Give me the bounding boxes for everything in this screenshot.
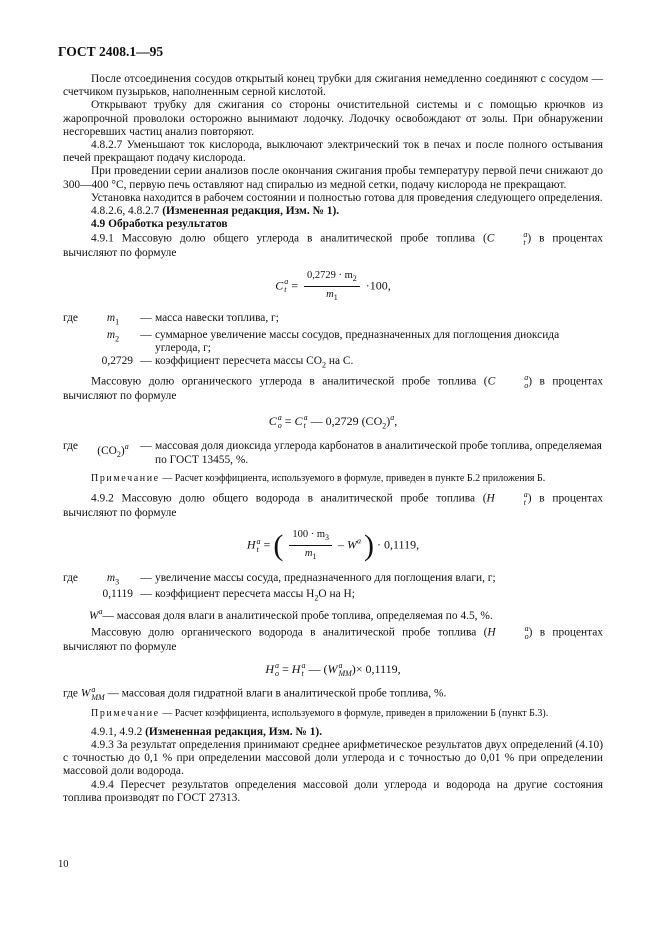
page-number: 10	[58, 859, 69, 870]
definition-text: массовая доля диоксида углерода карбонатов в аналитической пробе топлива, определяемая по ГОСТ 13455, %.	[155, 440, 602, 466]
definition-text: увеличение массы сосуда, предназначенного для поглощения влаги, г;	[155, 571, 496, 584]
definition-text: коэффициент пересчета массы $CO_2$ на С.	[155, 355, 354, 370]
paragraph: Массовую долю органического водорода в аналитической пробе топлива (H a o ) в процентах вычисляют по формуле	[63, 623, 604, 653]
paragraph: 4.9.2 Массовую долю общего водорода в аналитической пробе топлива (H a t ) в процентах вычисляют по формуле	[63, 489, 603, 519]
fraction: $\frac{100 \cdot m_3}{m_1}$	[289, 528, 332, 564]
amendment-note: 4.9.1, 4.9.2 (Измененная редакция, Изм. № 1).	[91, 725, 323, 738]
section-title: 4.9 Обработка результатов	[91, 218, 228, 231]
definitions-list: где $(CO_2)^a$ — массовая доля диоксида углерода карбонатов в аналитической пробе топлива, определяемая по ГОСТ 13455, %.	[63, 440, 602, 466]
paragraph: Массовую долю органического углерода в аналитической пробе топлива (C a o ) в процентах вычисляют по формуле	[63, 372, 604, 402]
paragraph: При проведении серии анализов после окончания сжигания пробы температуру первой печи снижают до 300—400 °С, первую печь оставляют над спиралью из медной сетки, подачу кислорода не прекращают.	[63, 165, 603, 191]
paragraph: 4.9.4 Пересчет результатов определения массовой доли углерода и водорода на другие состояния топлива производят по ГОСТ 27313.	[63, 778, 603, 804]
amendment-note	[63, 205, 603, 218]
paragraph: 4.9.1 Массовую долю общего углерода в аналитической пробе топлива (C a t ) в процентах вычисляют по формуле	[63, 230, 604, 260]
formula-organic-carbon: C a o = C a t — 0,2729 $(CO_2)^a$,	[268, 412, 398, 431]
note: Примечание — Расчет коэффициента, используемого в формуле, приведен в приложении Б (пункт Б.3).	[91, 707, 549, 719]
definitions-list: где $m_3$ — увеличение массы сосуда, предназначенного для поглощения влаги, г; 0,1119 — коэффициент пересчета массы $H_2O$ на H; $W^a—$ массовая доля влаги в аналитической пробе топлива, определяемая по 4.5, %.	[63, 571, 496, 622]
paragraph: 4.9.3 За результат определения принимают среднее арифметическое результатов двух определений (4.10) с точностью до 0,1 % при определении массовой доли углерода и с точностью до 0,01 % при определении массовой доли водорода.	[63, 738, 603, 778]
document-header: ГОСТ 2408.1—95	[58, 44, 164, 59]
clause-ref: 4.8.2.6, 4.8.2.7	[91, 205, 160, 218]
formula-organic-hydrogen: H a o = H a t — (W a MM )× 0,1119,	[265, 660, 401, 678]
paragraph: Открывают трубку для сжигания со стороны очистительной системы и с помощью крючков из жаропрочной проволоки осторожно вынимают лодочку. Лодочку освобождают от золы. При обнаружении несгоревших частиц анализ повторяют.	[63, 99, 603, 138]
formula-total-carbon: C a t = $\frac{0,2729 \cdot m_2}{m_1}$ ·100,	[63, 269, 603, 305]
definition-text: коэффициент пересчета массы $H_2O$ на H;	[155, 588, 355, 603]
paragraph: Установка находится в рабочем состоянии и полностью готова для проведения следующего определения.	[91, 191, 603, 204]
definition-text: суммарное увеличение массы сосудов, предназначенных для поглощения диоксида углерода, г;	[155, 328, 560, 354]
amendment-label: (Измененная редакция, Изм. № 1).	[162, 205, 340, 218]
definition-line: где W a MM — массовая доля гидратной влаги в аналитической пробе топлива, %.	[63, 684, 447, 702]
note: Примечание — Расчет коэффициента, используемого в формуле, приведен в пункте Б.2 приложения Б.	[91, 472, 546, 484]
definition-text: — массовая доля влаги в аналитической пробе топлива, определяемая по 4.5, %.	[102, 609, 493, 622]
document-body	[63, 73, 603, 805]
paragraph: 4.8.2.7 Уменьшают ток кислорода, выключают электрический ток в печах и после полного остывания печей прекращают подачу кислорода.	[63, 139, 603, 165]
definitions-list: где $m_1$ — масса навески топлива, г; $m_2$ — суммарное увеличение массы сосудов, предназначенных для поглощения диоксида углерода, г; 0,2729 — коэффициент пересчета массы $CO_2$ на С.	[63, 312, 603, 371]
definition-text: масса навески топлива, г;	[155, 312, 279, 325]
paragraph: После отсоединения сосудов открытый конец трубки для сжигания немедленно соединяют с сосудом — счетчиком пузырьков, наполненным серной кислотой.	[63, 73, 603, 99]
fraction: $\frac{0,2729 \cdot m_2}{m_1}$	[304, 269, 360, 305]
symbol-C: C	[486, 233, 495, 246]
formula-total-hydrogen: H a t = ( $\frac{100 \cdot m_3}{m_1}$ – $W^a$ ) · 0,1119,	[246, 528, 420, 562]
